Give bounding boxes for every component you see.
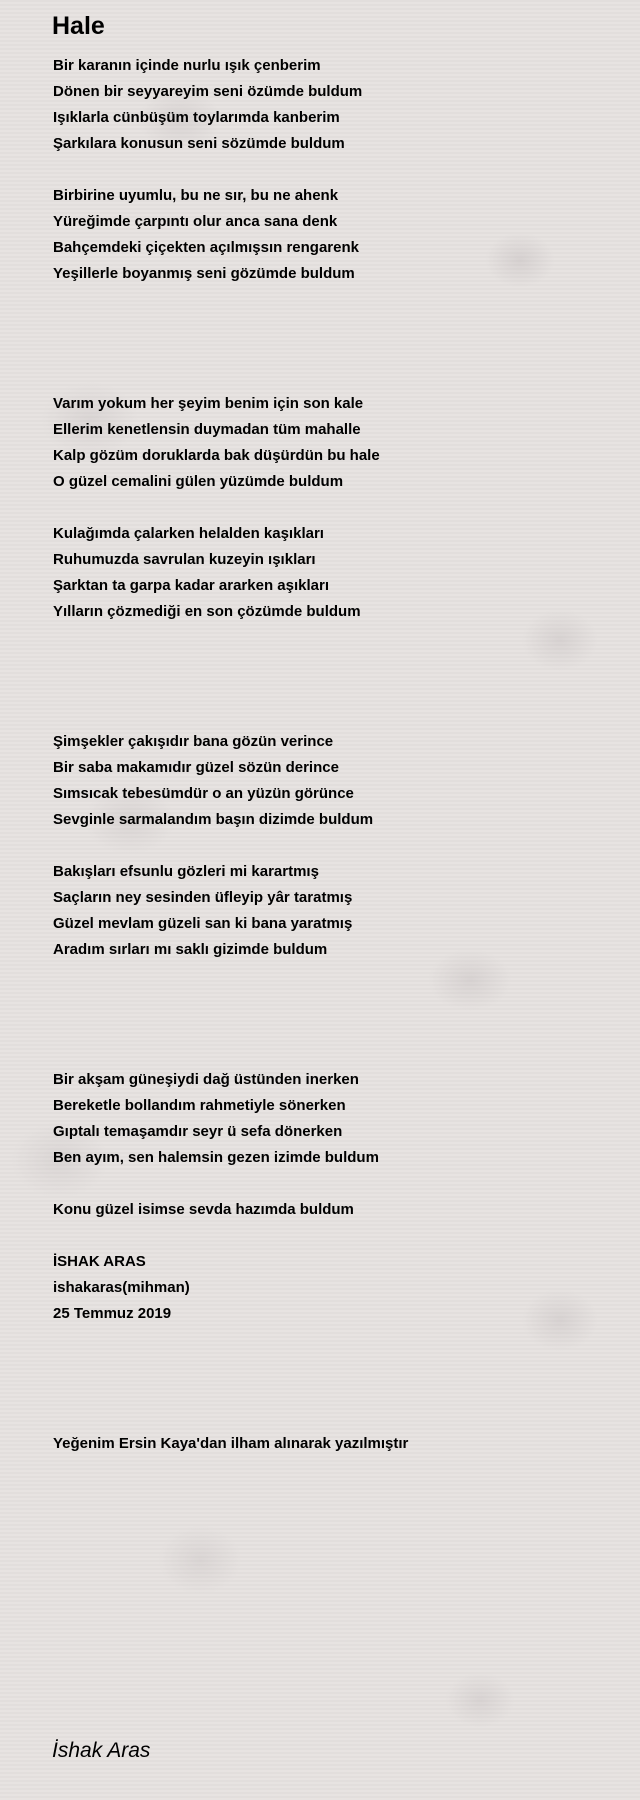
section-gap: [53, 287, 613, 391]
author-name: İSHAK ARAS: [53, 1253, 146, 1270]
poem-line: Kalp gözüm doruklarda bak düşürdün bu hale: [53, 447, 380, 464]
stanza: [53, 183, 613, 287]
author-signature: İshak Aras: [52, 1739, 151, 1762]
poem-line: Yüreğimde çarpıntı olur anca sana denk: [53, 213, 338, 230]
poem-line: Yeşillerle boyanmış seni gözümde buldum: [53, 265, 355, 282]
poem-line: Bir karanın içinde nurlu ışık çenberim: [53, 57, 321, 74]
stanza-gap: [53, 1171, 613, 1197]
stanza: [53, 729, 613, 833]
poem-line: Bakışları efsunlu gözleri mi karartmış: [53, 863, 319, 880]
pen-name: ishakaras(mihman): [53, 1279, 190, 1296]
stanza: [53, 53, 613, 157]
section-gap: [53, 963, 613, 1067]
stanza: [53, 391, 613, 495]
poem-line: Ruhumuzda savrulan kuzeyin ışıkları: [53, 551, 316, 568]
stanza: [53, 1067, 613, 1171]
section-gap: [53, 1327, 613, 1431]
poem-line: Şarkılara konusun seni sözümde buldum: [53, 135, 345, 152]
closing-line: Konu güzel isimse sevda hazımda buldum: [53, 1201, 354, 1218]
poem-line: Gıptalı temaşamdır seyr ü sefa dönerken: [53, 1123, 343, 1140]
poem-line: Bir saba makamıdır güzel sözün derince: [53, 759, 339, 776]
poem-line: Işıklarla cünbüşüm toylarımda kanberim: [53, 109, 340, 126]
poem-body: [53, 53, 613, 1457]
stanza-gap: [53, 1223, 613, 1249]
poem-line: Birbirine uyumlu, bu ne sır, bu ne ahenk: [53, 187, 339, 204]
poem-line: Bahçemdeki çiçekten açılmışsın rengarenk: [53, 239, 359, 256]
poem-line: Ben ayım, sen halemsin gezen izimde buldum: [53, 1149, 379, 1166]
stanza-gap: [53, 495, 613, 521]
poem-line: Varım yokum her şeyim benim için son kale: [53, 395, 364, 412]
poem-line: Dönen bir seyyareyim seni özümde buldum: [53, 83, 363, 100]
poem-line: Kulağımda çalarken helalden kaşıkları: [53, 525, 324, 542]
poem-line: Ellerim kenetlensin duymadan tüm mahalle: [53, 421, 361, 438]
poem-line: Sımsıcak tebesümdür o an yüzün görünce: [53, 785, 354, 802]
poem-line: Şarktan ta garpa kadar ararken aşıkları: [53, 577, 329, 594]
stanza: [53, 859, 613, 963]
poem-line: Bir akşam güneşiydi dağ üstünden inerken: [53, 1071, 359, 1088]
poem-title: Hale: [52, 12, 105, 40]
poem-line: Güzel mevlam güzeli san ki bana yaratmış: [53, 915, 353, 932]
poem-line: Saçların ney sesinden üfleyip yâr taratmış: [53, 889, 353, 906]
poem-date: 25 Temmuz 2019: [53, 1305, 172, 1322]
dedication: Yeğenim Ersin Kaya'dan ilham alınarak yazılmıştır: [53, 1435, 409, 1452]
poem-line: O güzel cemalini gülen yüzümde buldum: [53, 473, 344, 490]
poem-line: Bereketle bollandım rahmetiyle sönerken: [53, 1097, 346, 1114]
poem-line: Şimşekler çakışıdır bana gözün verince: [53, 733, 334, 750]
stanza-gap: [53, 157, 613, 183]
poem-line: Sevginle sarmalandım başın dizimde buldum: [53, 811, 374, 828]
poem-line: Yılların çözmediği en son çözümde buldum: [53, 603, 361, 620]
stanza: [53, 521, 613, 625]
section-gap: [53, 625, 613, 729]
stanza-gap: [53, 833, 613, 859]
poem-line: Aradım sırları mı saklı gizimde buldum: [53, 941, 328, 958]
